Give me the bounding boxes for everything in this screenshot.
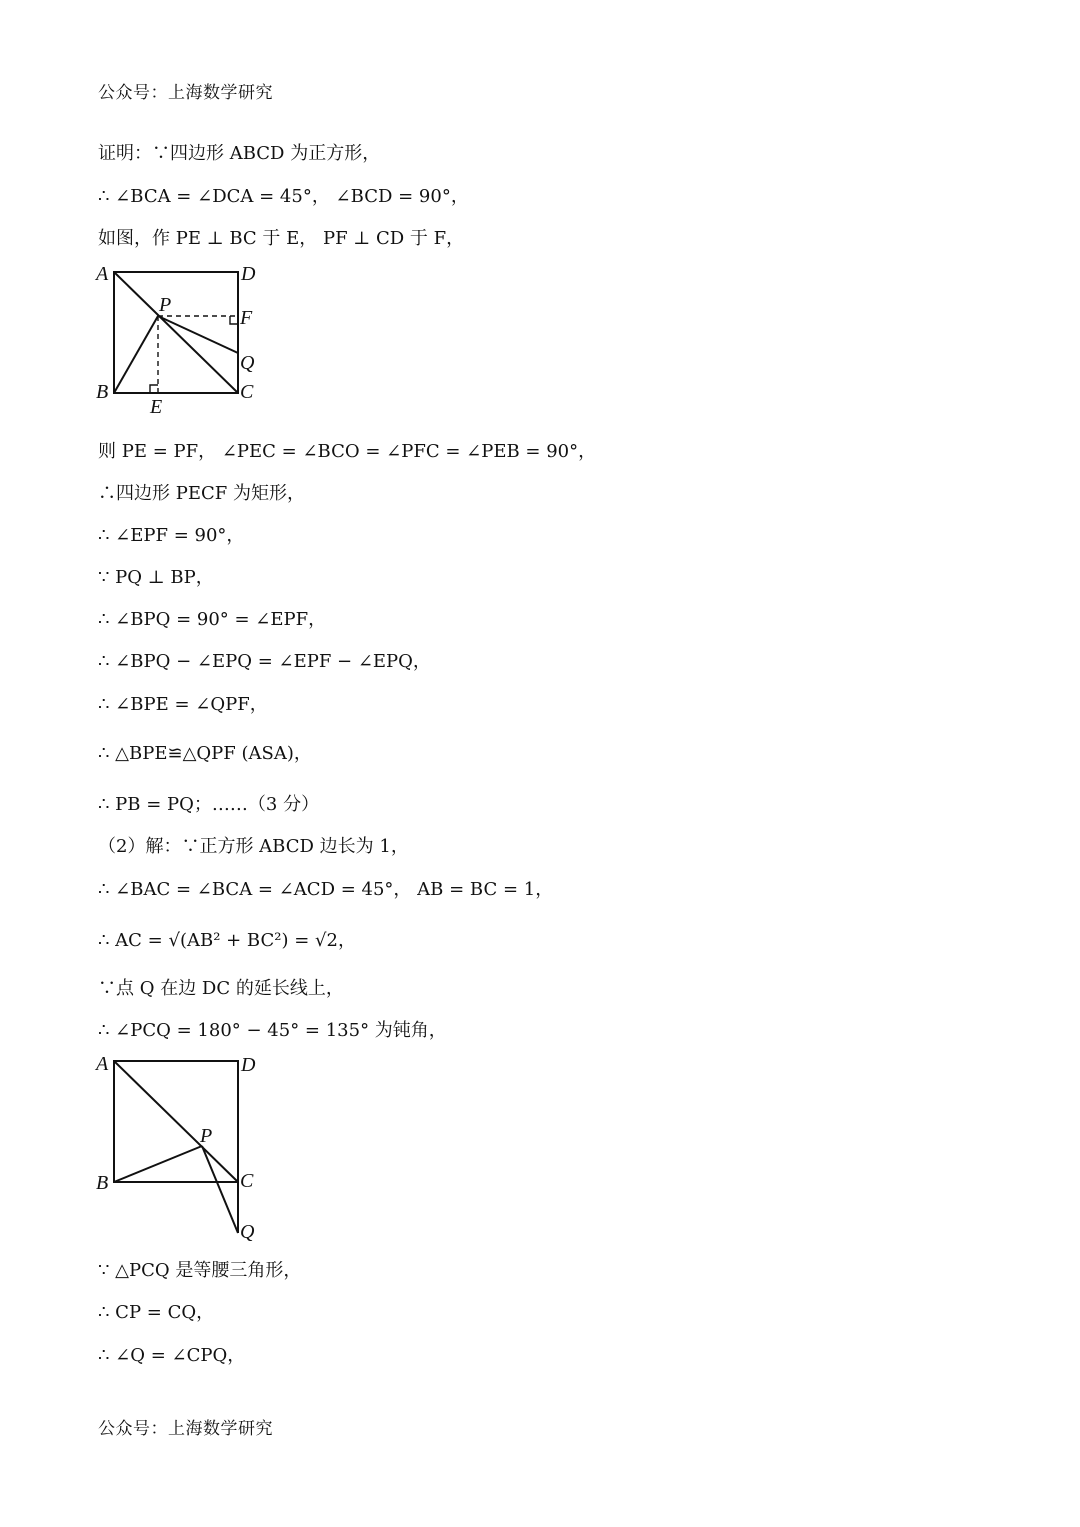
proof-line-2: ∴ ∠BCA = ∠DCA = 45°， ∠BCD = 90°， <box>98 186 469 207</box>
proof-line-11: ∴ △BPE≌△QPF (ASA)， <box>98 743 312 764</box>
proof-line-3: 如图，作 PE ⊥ BC 于 E， PF ⊥ CD 于 F， <box>98 228 465 249</box>
solution-line-4: ∵点 Q 在边 DC 的延长线上， <box>98 978 344 999</box>
figure-2 <box>92 1050 272 1245</box>
solution-line-3: ∴ AC = √(AB² + BC²) = √2， <box>98 930 356 951</box>
page-header: 公众号：上海数学研究 <box>98 83 273 103</box>
segment-bp <box>114 316 158 393</box>
solution-line-6: ∵ △PCQ 是等腰三角形， <box>98 1260 302 1281</box>
label-a: A <box>96 263 109 285</box>
proof-line-1: 证明：∵四边形 ABCD 为正方形， <box>98 143 381 164</box>
segment-pq <box>158 316 238 353</box>
solution-line-8: ∴ ∠Q = ∠CPQ， <box>98 1345 246 1366</box>
proof-line-4: 则 PE = PF， ∠PEC = ∠BCO = ∠PFC = ∠PEB = 90°， <box>98 441 597 462</box>
figure-1 <box>92 258 272 420</box>
right-angle-mark-e <box>150 385 158 393</box>
proof-line-5: ∴四边形 PECF 为矩形， <box>98 483 305 504</box>
page-footer: 公众号：上海数学研究 <box>98 1419 273 1439</box>
label-d: D <box>241 263 256 285</box>
segment-pq <box>202 1146 238 1233</box>
label-p: P <box>159 294 172 316</box>
proof-line-10: ∴ ∠BPE = ∠QPF， <box>98 694 268 715</box>
label-p: P <box>200 1125 213 1147</box>
solution-line-2: ∴ ∠BAC = ∠BCA = ∠ACD = 45°， AB = BC = 1， <box>98 879 554 900</box>
label-q: Q <box>240 1221 255 1243</box>
solution-line-1: （2）解：∵正方形 ABCD 边长为 1， <box>98 836 409 857</box>
label-b: B <box>96 381 109 403</box>
solution-line-7: ∴ CP = CQ， <box>98 1302 215 1323</box>
label-f: F <box>240 307 253 329</box>
proof-line-8: ∴ ∠BPQ = 90° = ∠EPF， <box>98 609 327 630</box>
proof-line-7: ∵ PQ ⊥ BP， <box>98 567 214 588</box>
label-a: A <box>96 1053 109 1075</box>
label-c: C <box>240 1170 254 1192</box>
diagonal-ac <box>114 1061 238 1182</box>
label-b: B <box>96 1172 109 1194</box>
diagonal-ac <box>114 272 238 393</box>
label-c: C <box>240 381 254 403</box>
proof-line-12: ∴ PB = PQ；……（3 分） <box>98 794 320 815</box>
label-e: E <box>150 396 163 418</box>
segment-bp <box>114 1146 202 1182</box>
solution-line-5: ∴ ∠PCQ = 180° − 45° = 135° 为钝角， <box>98 1020 447 1041</box>
label-d: D <box>241 1054 256 1076</box>
right-angle-mark-f <box>230 316 238 324</box>
label-q: Q <box>240 352 255 374</box>
proof-line-6: ∴ ∠EPF = 90°， <box>98 525 245 546</box>
proof-line-9: ∴ ∠BPQ − ∠EPQ = ∠EPF − ∠EPQ， <box>98 651 431 672</box>
